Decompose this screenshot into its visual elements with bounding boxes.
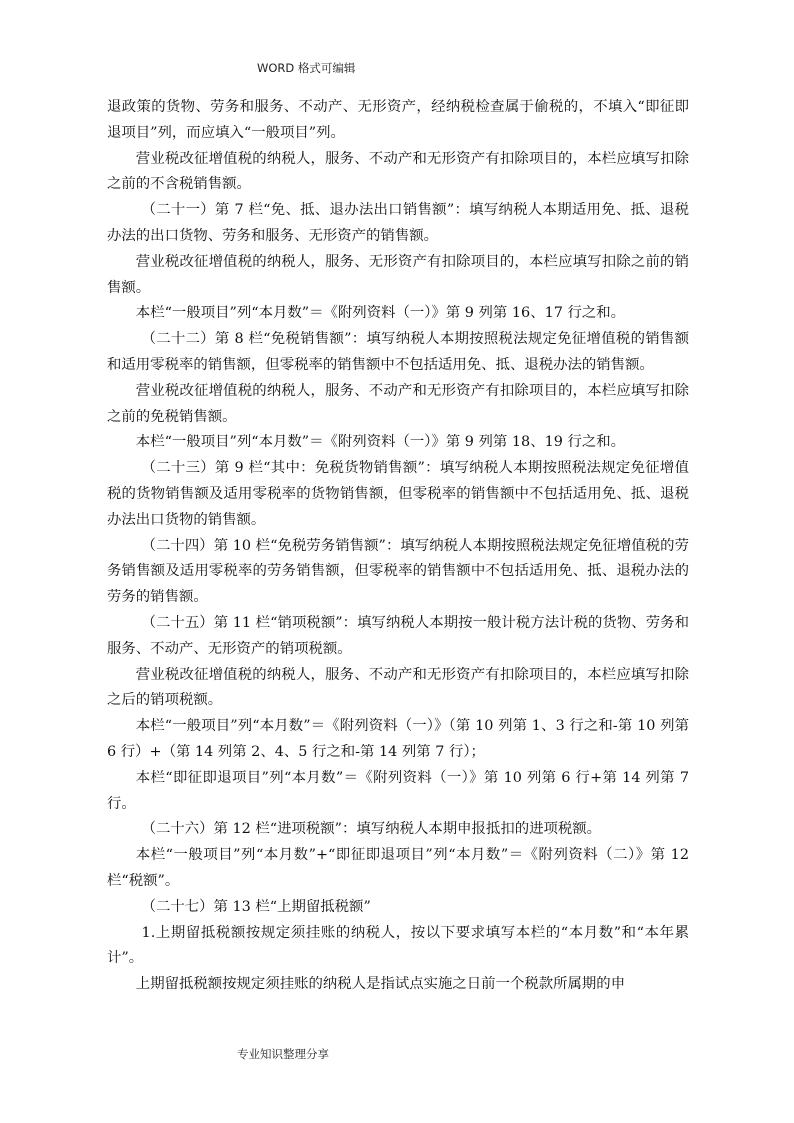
document-body: [107, 95, 689, 998]
paragraph: 本栏“一般项目”列“本月数”＝《附列资料（一）》第 9 列第 18、19 行之和。: [135, 434, 626, 451]
paragraph: 上期留抵税额按规定须挂账的纳税人是指试点实施之日前一个税款所属期的申: [135, 976, 626, 993]
paragraph: 1.上期留抵税额按规定须挂账的纳税人，按以下要求填写本栏的“本月数”和“本年累计”。: [107, 924, 689, 967]
paragraph: 本栏“即征即退项目”列“本月数”＝《附列资料（一）》第 10 列第 6 行+第 14 列第 7 行。: [107, 769, 689, 812]
paragraph: 本栏“一般项目”列“本月数”+“即征即退项目”列“本月数”＝《附列资料（二）》第 12 栏“税额”。: [107, 847, 689, 889]
paragraph: 本栏“一般项目”列“本月数”＝《附列资料（一）》第 9 列第 16、17 行之和。: [135, 305, 626, 322]
paragraph: 营业税改征增值税的纳税人，服务、不动产和无形资产有扣除项目的，本栏应填写扣除之前的免税销售额。: [107, 382, 689, 425]
paragraph: （二十五）第 11 栏“销项税额”：填写纳税人本期按一般计税方法计税的货物、劳务和服务、不动产、无形资产的销项税额。: [107, 614, 689, 657]
page-footer: 专业知识整理分享: [237, 1047, 329, 1061]
paragraph: 本栏“一般项目”列“本月数”＝《附列资料（一）》（第 10 列第 1、3 行之和-第 10 列第 6 行）+（第 14 列第 2、4、5 行之和-第 14 列第 7 行）；: [107, 718, 689, 760]
page-header: WORD 格式可编辑: [257, 61, 356, 75]
paragraph: 营业税改征增值税的纳税人，服务、不动产和无形资产有扣除项目的，本栏应填写扣除之后的销项税额。: [107, 666, 689, 709]
paragraph: 营业税改征增值税的纳税人，服务、无形资产有扣除项目的，本栏应填写扣除之前的销售额。: [107, 253, 689, 296]
paragraph: （二十六）第 12 栏“进项税额”：填写纳税人本期申报抵扣的进项税额。: [141, 821, 602, 838]
paragraph: 营业税改征增值税的纳税人，服务、不动产和无形资产有扣除项目的，本栏应填写扣除之前的不含税销售额。: [107, 150, 689, 193]
paragraph: （二十二）第 8 栏“免税销售额”：填写纳税人本期按照税法规定免征增值税的销售额和适用零税率的销售额，但零税率的销售额中不包括适用免、抵、退税办法的销售额。: [107, 331, 689, 373]
paragraph: （二十一）第 7 栏“免、抵、退办法出口销售额”：填写纳税人本期适用免、抵、退税办法的出口货物、劳务和服务、无形资产的销售额。: [107, 202, 689, 244]
paragraph: （二十七）第 13 栏“上期留抵税额”: [141, 898, 371, 915]
paragraph: 退政策的货物、劳务和服务、不动产、无形资产，经纳税检查属于偷税的，不填入“即征即退项目”列，而应填入“一般项目”列。: [107, 99, 689, 141]
paragraph: （二十四）第 10 栏“免税劳务销售额”：填写纳税人本期按照税法规定免征增值税的劳务销售额及适用零税率的劳务销售额，但零税率的销售额中不包括适用免、抵、退税办法的劳务的销售额。: [107, 537, 689, 606]
paragraph: （二十三）第 9 栏“其中：免税货物销售额”：填写纳税人本期按照税法规定免征增值税的货物销售额及适用零税率的货物销售额，但零税率的销售额中不包括适用免、抵、退税办法出口货物的销售额。: [107, 460, 689, 528]
